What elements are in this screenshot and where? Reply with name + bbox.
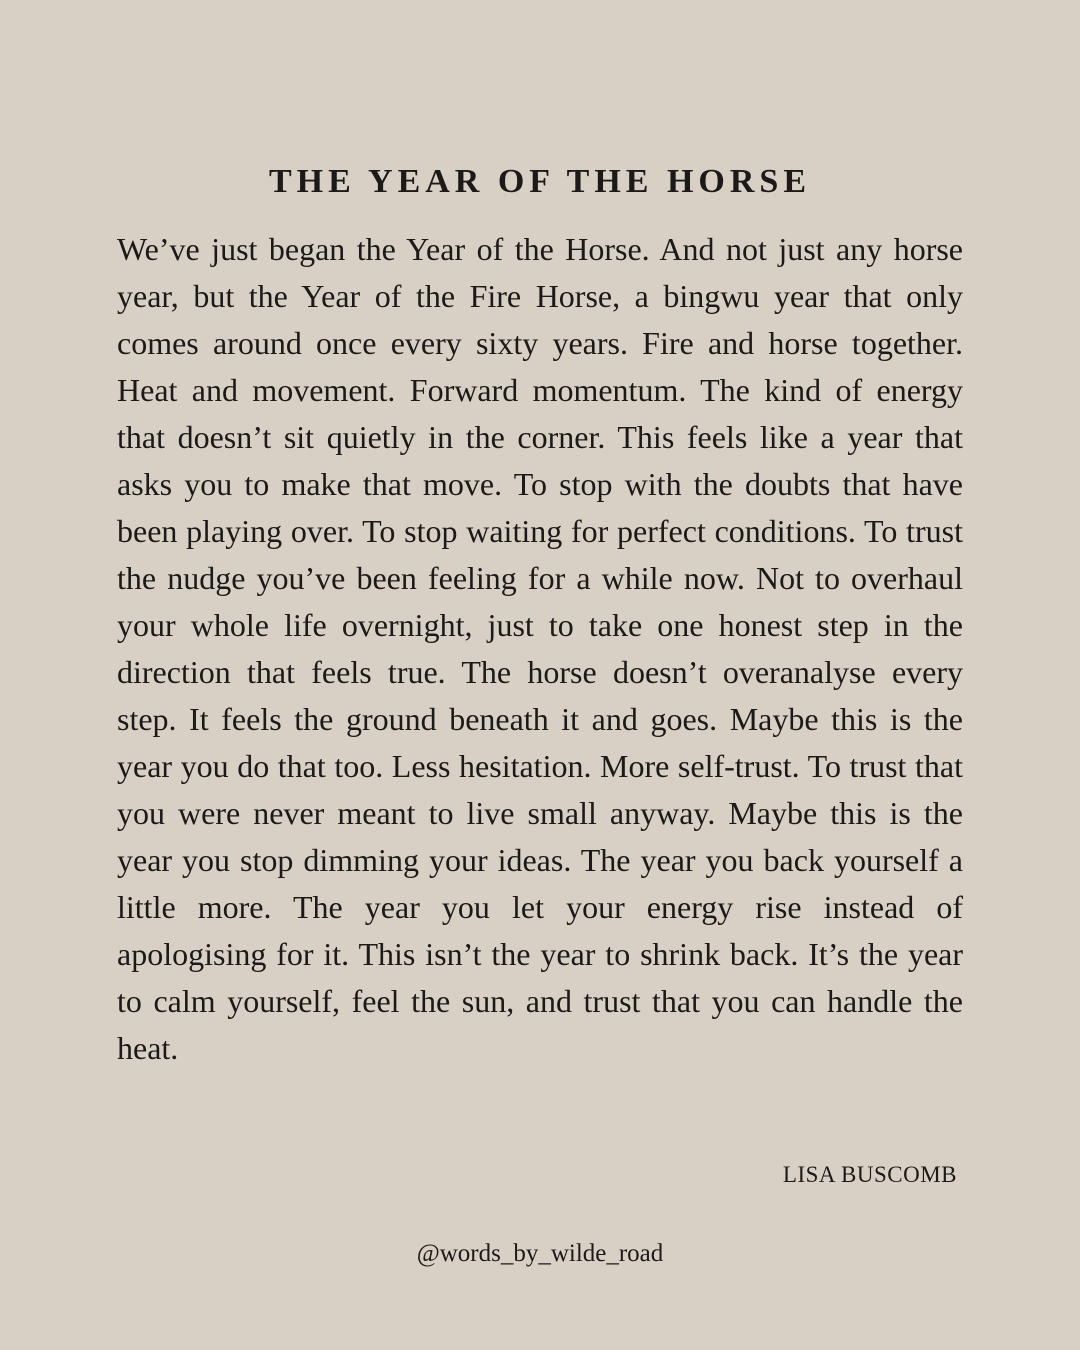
social-handle: @words_by_wilde_road [416, 1240, 664, 1267]
author-name: LISA BUSCOMB [782, 1162, 957, 1187]
post-title: THE YEAR OF THE HORSE [268, 163, 812, 200]
post-body: We’ve just began the Year of the Horse. And not just any horse year, but the Year of the Fire Horse, a bingwu year that only comes around once every sixty years. Fire and horse together. Heat and movement. Forward momentum. The kind of energy that doesn’t sit quietly in the corner. This feels like a year that asks you to make that move. To stop with the doubts that have been playing over. To stop waiting for perfect conditions. To trust the nudge you’ve been feeling for a while now. Not to overhaul your whole life overnight, just to take one honest step in the direction that feels true. The horse doesn’t overanalyse every step. It feels the ground beneath it and goes. Maybe this is the year you do that too. Less hesitation. More self-trust. To trust that you were never meant to live small anyway. Maybe this is the year you stop dimming your ideas. The year you back yourself a little more. The year you let your energy rise instead of apologising for it. This isn’t the year to shrink back. It’s the year to calm yourself, feel the sun, and trust that you can handle the heat. [117, 231, 963, 1066]
